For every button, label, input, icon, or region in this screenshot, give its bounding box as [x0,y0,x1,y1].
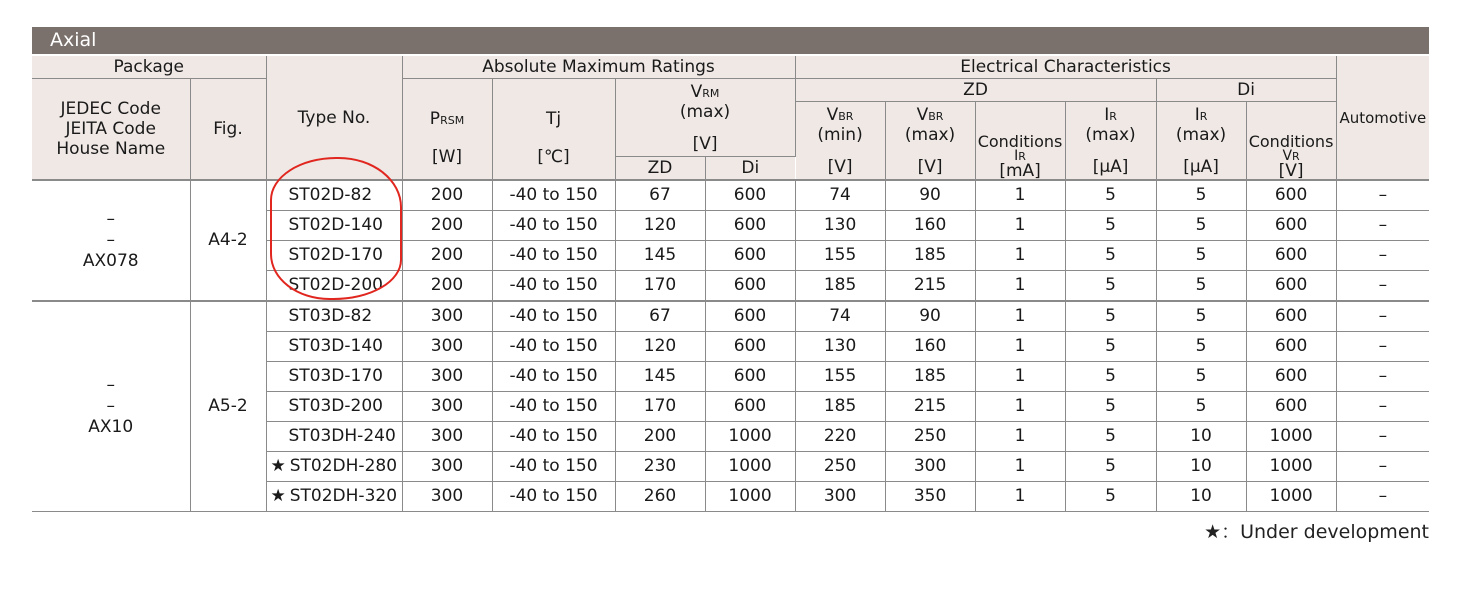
ir-zd-max: (max) [1085,124,1136,145]
type-no-text: ST02D-200 [288,275,383,295]
tj-cell: -40 to 150 [492,180,615,211]
cond-di-label: Conditions [1248,132,1334,151]
vbr-min-cell: 185 [795,271,885,302]
vrm-di-header: Di [705,157,795,181]
type-no-cell [266,482,402,512]
star-icon: ★ [270,456,286,476]
prsm-cell: 200 [402,180,492,211]
ir-zd-cell: 5 [1065,392,1156,422]
prsm-cell: 200 [402,241,492,271]
ir-cond-cell: 1 [975,301,1065,332]
ir-di-cell: 5 [1156,180,1246,211]
type-no-text: ST02D-82 [288,185,373,205]
ir-di-cell: 5 [1156,301,1246,332]
jedec-code: – [106,375,115,395]
tj-cell: -40 to 150 [492,271,615,302]
vrm-di-cell: 1000 [705,422,795,452]
auto-cell: – [1336,301,1429,332]
ir-di-cell: 10 [1156,452,1246,482]
vbr-max-cell: 300 [885,452,975,482]
house-name: AX078 [82,251,139,271]
vrm-zd-cell: 67 [615,180,705,211]
jeita-label: JEITA Code [65,119,156,139]
vbr-max-cell: 250 [885,422,975,452]
tj-cell: -40 to 150 [492,241,615,271]
vrm-di-cell: 600 [705,392,795,422]
vr-cell: 600 [1246,180,1336,211]
vbr-max-cell: 90 [885,301,975,332]
vrm-zd-cell: 120 [615,211,705,241]
ir-zd-sub: R [1109,109,1117,123]
type-no-cell [266,211,402,241]
ir-zd-cell: 5 [1065,482,1156,512]
auto-cell: – [1336,482,1429,512]
vrm-header [615,79,795,157]
vrm-di-cell: 1000 [705,482,795,512]
tj-cell: -40 to 150 [492,482,615,512]
package-header: Package [32,56,266,79]
type-no-text: ST03D-140 [288,336,383,356]
auto-cell: – [1336,332,1429,362]
tj-cell: -40 to 150 [492,422,615,452]
vr-cell: 600 [1246,392,1336,422]
prsm-sub: RSM [440,114,465,127]
type-no-text: ST03DH-240 [288,426,396,446]
vbr-min-cell: 155 [795,362,885,392]
type-no-cell [266,452,402,482]
vbr-min-header [795,102,885,181]
ir-zd-header [1065,102,1156,181]
ir-di-cell: 10 [1156,482,1246,512]
type-no-text: ST03D-200 [288,396,383,416]
auto-cell: – [1336,422,1429,452]
vrm-zd-cell: 145 [615,241,705,271]
prsm-header [402,79,492,181]
auto-cell: – [1336,271,1429,302]
cond-di-symbol: V [1282,148,1293,164]
prsm-cell: 300 [402,422,492,452]
prsm-cell: 300 [402,392,492,422]
vbr-min-sub: BR [838,109,854,123]
ir-zd-cell: 5 [1065,301,1156,332]
type-no-text: ST02DH-320 [289,486,398,506]
star-icon: ★ [270,486,286,506]
type-no-text: ST02DH-280 [289,456,398,476]
vbr-max-unit: [V] [917,156,943,177]
vbr-min-label: (min) [817,124,863,145]
vr-cell: 600 [1246,301,1336,332]
prsm-cell: 300 [402,332,492,362]
vr-cell: 600 [1246,332,1336,362]
auto-cell: – [1336,180,1429,211]
tj-cell: -40 to 150 [492,362,615,392]
ir-cond-cell: 1 [975,392,1065,422]
vbr-max-header [885,102,975,181]
elec-header: Electrical Characteristics [795,56,1336,79]
type-no-cell [266,301,402,332]
vbr-min-cell: 185 [795,392,885,422]
vrm-zd-cell: 170 [615,271,705,302]
ir-di-cell: 5 [1156,332,1246,362]
tj-header [492,79,615,181]
ir-di-cell: 5 [1156,241,1246,271]
vrm-sub: RM [702,86,720,100]
ir-di-symbol: I [1194,104,1200,125]
spec-table [32,56,1429,512]
tj-cell: -40 to 150 [492,301,615,332]
ir-cond-cell: 1 [975,452,1065,482]
cond-di-sub: R [1292,150,1300,163]
ir-zd-cell: 5 [1065,422,1156,452]
ir-zd-cell: 5 [1065,211,1156,241]
type-no-text: ST03D-82 [288,306,373,326]
abs-max-header: Absolute Maximum Ratings [402,56,795,79]
vrm-zd-cell: 120 [615,332,705,362]
ir-di-cell: 10 [1156,422,1246,452]
vbr-max-symbol: V [916,104,929,125]
prsm-cell: 300 [402,362,492,392]
vr-cell: 1000 [1246,482,1336,512]
house-name-label: House Name [56,139,166,159]
type-no-text: ST02D-140 [288,215,383,235]
vbr-max-cell: 215 [885,392,975,422]
vbr-max-cell: 215 [885,271,975,302]
prsm-cell: 300 [402,482,492,512]
footnote: ★：Under development [1204,521,1429,543]
type-no-text: ST02D-170 [288,245,383,265]
ir-cond-cell: 1 [975,180,1065,211]
ir-zd-unit: [μA] [1092,156,1129,177]
ir-zd-cell: 5 [1065,180,1156,211]
table-row [32,301,1429,332]
vrm-zd-cell: 230 [615,452,705,482]
table-body [32,180,1429,512]
jeita-code: – [106,396,115,416]
cond-zd-symbol: I [1014,148,1019,164]
vrm-zd-cell: 200 [615,422,705,452]
ir-zd-cell: 5 [1065,362,1156,392]
codes-header [32,79,190,181]
house-name: AX10 [88,417,134,437]
vbr-min-cell: 74 [795,301,885,332]
vbr-max-cell: 160 [885,211,975,241]
vbr-min-cell: 220 [795,422,885,452]
jedec-label: JEDEC Code [60,99,161,119]
vbr-min-cell: 250 [795,452,885,482]
tj-unit: [℃] [537,147,570,167]
cond-zd-label: Conditions [977,132,1063,151]
ir-di-cell: 5 [1156,392,1246,422]
cond-di-unit: [V] [1278,161,1304,180]
fig-header: Fig. [190,79,266,181]
vrm-unit: [V] [692,133,718,154]
prsm-unit: [W] [431,147,463,167]
cond-zd-unit: [mA] [999,161,1041,180]
ir-di-cell: 5 [1156,271,1246,302]
prsm-cell: 200 [402,271,492,302]
ir-di-max: (max) [1175,124,1227,145]
vrm-di-cell: 1000 [705,452,795,482]
vr-cell: 600 [1246,271,1336,302]
auto-cell: – [1336,392,1429,422]
vr-cell: 600 [1246,362,1336,392]
vrm-zd-header: ZD [615,157,705,181]
vbr-max-label: (max) [904,124,956,145]
ir-cond-cell: 1 [975,362,1065,392]
table-row [32,180,1429,211]
prsm-cell: 300 [402,301,492,332]
ir-zd-symbol: I [1104,104,1110,125]
ir-di-cell: 5 [1156,362,1246,392]
package-codes-cell [32,180,190,301]
vrm-di-cell: 600 [705,180,795,211]
prsm-cell: 300 [402,452,492,482]
cond-di-header [1246,102,1336,181]
ir-zd-cell: 5 [1065,332,1156,362]
di-group-header: Di [1156,79,1336,102]
vbr-min-symbol: V [826,104,839,125]
tj-cell: -40 to 150 [492,332,615,362]
vr-cell: 600 [1246,241,1336,271]
vbr-max-cell: 185 [885,241,975,271]
jeita-code: – [106,230,115,250]
type-no-cell [266,362,402,392]
automotive-header: Automotive [1336,56,1429,180]
vr-cell: 1000 [1246,422,1336,452]
ir-di-sub: R [1199,109,1208,123]
type-no-header: Type No. [266,56,402,180]
ir-zd-cell: 5 [1065,452,1156,482]
vrm-zd-cell: 145 [615,362,705,392]
vrm-di-cell: 600 [705,241,795,271]
ir-cond-cell: 1 [975,332,1065,362]
ir-di-cell: 5 [1156,211,1246,241]
auto-cell: – [1336,362,1429,392]
ir-zd-cell: 5 [1065,271,1156,302]
vrm-symbol: V [690,81,703,102]
auto-cell: – [1336,452,1429,482]
fig-cell: A4-2 [190,180,266,301]
ir-cond-cell: 1 [975,482,1065,512]
vbr-min-cell: 155 [795,241,885,271]
vbr-min-cell: 130 [795,211,885,241]
vrm-di-cell: 600 [705,332,795,362]
tj-symbol: Tj [545,109,562,129]
vbr-max-cell: 350 [885,482,975,512]
vbr-min-cell: 74 [795,180,885,211]
ir-di-unit: [μA] [1183,156,1219,177]
fig-cell: A5-2 [190,301,266,512]
package-codes-cell [32,301,190,512]
vrm-zd-cell: 170 [615,392,705,422]
ir-di-header [1156,102,1246,181]
type-no-text: ST03D-170 [288,366,383,386]
ir-cond-cell: 1 [975,211,1065,241]
vbr-max-cell: 185 [885,362,975,392]
vbr-min-unit: [V] [827,156,853,177]
vrm-di-cell: 600 [705,301,795,332]
tj-cell: -40 to 150 [492,211,615,241]
vbr-max-cell: 90 [885,180,975,211]
vbr-min-cell: 300 [795,482,885,512]
vrm-di-cell: 600 [705,211,795,241]
type-no-cell [266,392,402,422]
vrm-max: (max) [679,101,731,122]
ir-zd-cell: 5 [1065,241,1156,271]
type-no-cell [266,241,402,271]
ir-cond-cell: 1 [975,422,1065,452]
zd-group-header: ZD [795,79,1156,102]
vr-cell: 1000 [1246,452,1336,482]
type-no-cell [266,332,402,362]
type-no-cell [266,271,402,302]
tj-cell: -40 to 150 [492,452,615,482]
cond-zd-sub: R [1018,150,1026,163]
ir-cond-cell: 1 [975,241,1065,271]
prsm-symbol: P [429,109,441,129]
auto-cell: – [1336,211,1429,241]
jedec-code: – [106,209,115,229]
vrm-di-cell: 600 [705,271,795,302]
prsm-cell: 200 [402,211,492,241]
vbr-max-sub: BR [928,109,944,123]
vbr-max-cell: 160 [885,332,975,362]
cond-zd-header [975,102,1065,181]
vrm-zd-cell: 260 [615,482,705,512]
ir-cond-cell: 1 [975,271,1065,302]
vr-cell: 600 [1246,211,1336,241]
vbr-min-cell: 130 [795,332,885,362]
vrm-di-cell: 600 [705,362,795,392]
section-title: Axial [32,27,1429,54]
type-no-cell [266,422,402,452]
vrm-zd-cell: 67 [615,301,705,332]
type-no-cell [266,180,402,211]
tj-cell: -40 to 150 [492,392,615,422]
auto-cell: – [1336,241,1429,271]
